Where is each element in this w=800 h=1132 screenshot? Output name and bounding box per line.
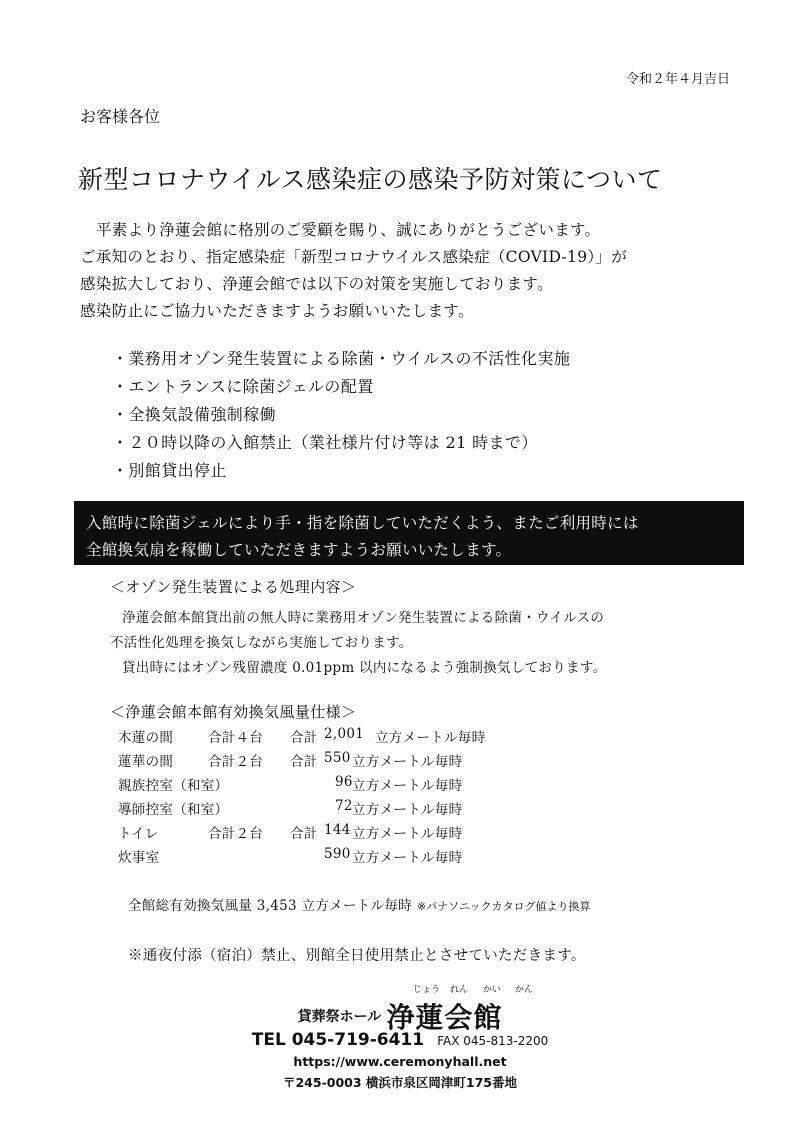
ruby-syllable: かい [483,985,502,995]
spec-prefix: 合計 [290,754,318,770]
intro-line-4: 感染防止にご協力いただきますようお願いいたします。 [80,302,474,320]
ozone-line-3: 貸出時にはオゾン残留濃度 0.01ppm 以内になるよう強制換気しております。 [122,660,607,676]
measure-item: ・別館貸出停止 [112,461,227,480]
intro-line-3: 感染拡大しており、浄蓮会館では以下の対策を実施しております。 [80,275,553,293]
notice-line-2: 全館換気扇を稼働していただきますようお願いいたします。 [86,541,512,559]
spec-units: 合計４台 [208,730,264,746]
brand-prefix: 貸葬祭ホール [297,1009,382,1025]
measure-item: ・エントランスに除菌ジェルの配置 [112,377,374,396]
ruby-syllable: れん [450,985,469,995]
spec-prefix: 合計 [290,730,318,746]
spec-unit: 立方メートル毎時 [352,802,463,818]
spec-value: 550 [324,750,351,766]
spec-value: 144 [324,822,351,838]
tel-number: TEL 045-719-6411 [251,1030,425,1050]
spec-value: 2,001 [324,726,365,742]
spec-room: 木蓮の間 [118,730,174,746]
spec-room: 炊事室 [118,850,160,866]
ozone-heading: ＜オゾン発生装置による処理内容＞ [110,578,357,596]
spec-row [0,774,800,794]
spec-unit: 立方メートル毎時 [352,754,463,770]
spec-value: 96 [335,774,353,790]
brand-name: 浄蓮会館 [386,1001,503,1034]
total-text: 全館総有効換気風量 3,453 立方メートル毎時 [128,898,412,914]
spec-row [0,726,800,746]
spec-row [0,822,800,842]
intro-line-1: 平素より浄蓮会館に格別のご愛顧を賜り、誠にありがとうございます。 [96,221,601,239]
ruby-syllable: じょう [413,985,441,995]
ozone-line-1: 浄蓮会館本館貸出前の無人時に業務用オゾン発生装置による除菌・ウイルスの [122,610,605,626]
document-title: 新型コロナウイルス感染症の感染予防対策について [78,165,663,194]
intro-line-2: ご承知のとおり、指定感染症「新型コロナウイルス感染症（COVID-19）」が [80,248,628,266]
spec-unit: 立方メートル毎時 [352,826,463,842]
spec-room: 蓮華の間 [118,754,174,770]
spec-row [0,798,800,818]
measure-item: ・業務用オゾン発生装置による除菌・ウイルスの不活性化実施 [112,349,571,368]
ventilation-heading: ＜浄蓮会館本館有効換気風量仕様＞ [110,703,357,721]
spec-unit: 立方メートル毎時 [375,730,486,746]
website-link[interactable]: https://www.ceremonyhall.net [293,1054,507,1069]
spec-row [0,846,800,866]
measure-item: ・２０時以降の入館禁止（業社様片付け等は 21 時まで） [112,433,538,452]
ruby-syllable: かん [515,985,534,995]
spec-prefix: 合計 [290,826,318,842]
spec-room: 親族控室（和室） [118,778,229,794]
postal-address: 〒245-0003 横浜市泉区岡津町175番地 [282,1075,517,1090]
fax-number: FAX 045-813-2200 [437,1034,549,1048]
spec-value: 72 [335,798,353,814]
notice-line-1: 入館時に除菌ジェルにより手・指を除菌していただくよう、またご利用時には [86,514,639,532]
spec-room: 導師控室（和室） [118,802,229,818]
spec-unit: 立方メートル毎時 [352,778,463,794]
notice-banner [74,501,744,565]
ozone-line-2: 不活性化処理を換気しながら実施しております。 [110,635,413,651]
spec-unit: 立方メートル毎時 [352,850,463,866]
salutation: お客様各位 [80,107,161,126]
spec-units: 合計２台 [208,754,264,770]
contact-line [0,1030,800,1050]
closing-note: ※通夜付添（宿泊）禁止、別館全日使用禁止とさせていただきます。 [128,948,586,964]
issue-date: 令和２年４月吉日 [625,72,730,87]
ventilation-total [128,894,590,914]
spec-value: 590 [324,846,351,862]
spec-units: 合計２台 [208,826,264,842]
spec-row [0,750,800,770]
total-note: ※パナソニックカタログ値より換算 [417,900,591,913]
spec-room: トイレ [118,826,159,842]
measure-item: ・全換気設備強制稼働 [112,405,277,424]
